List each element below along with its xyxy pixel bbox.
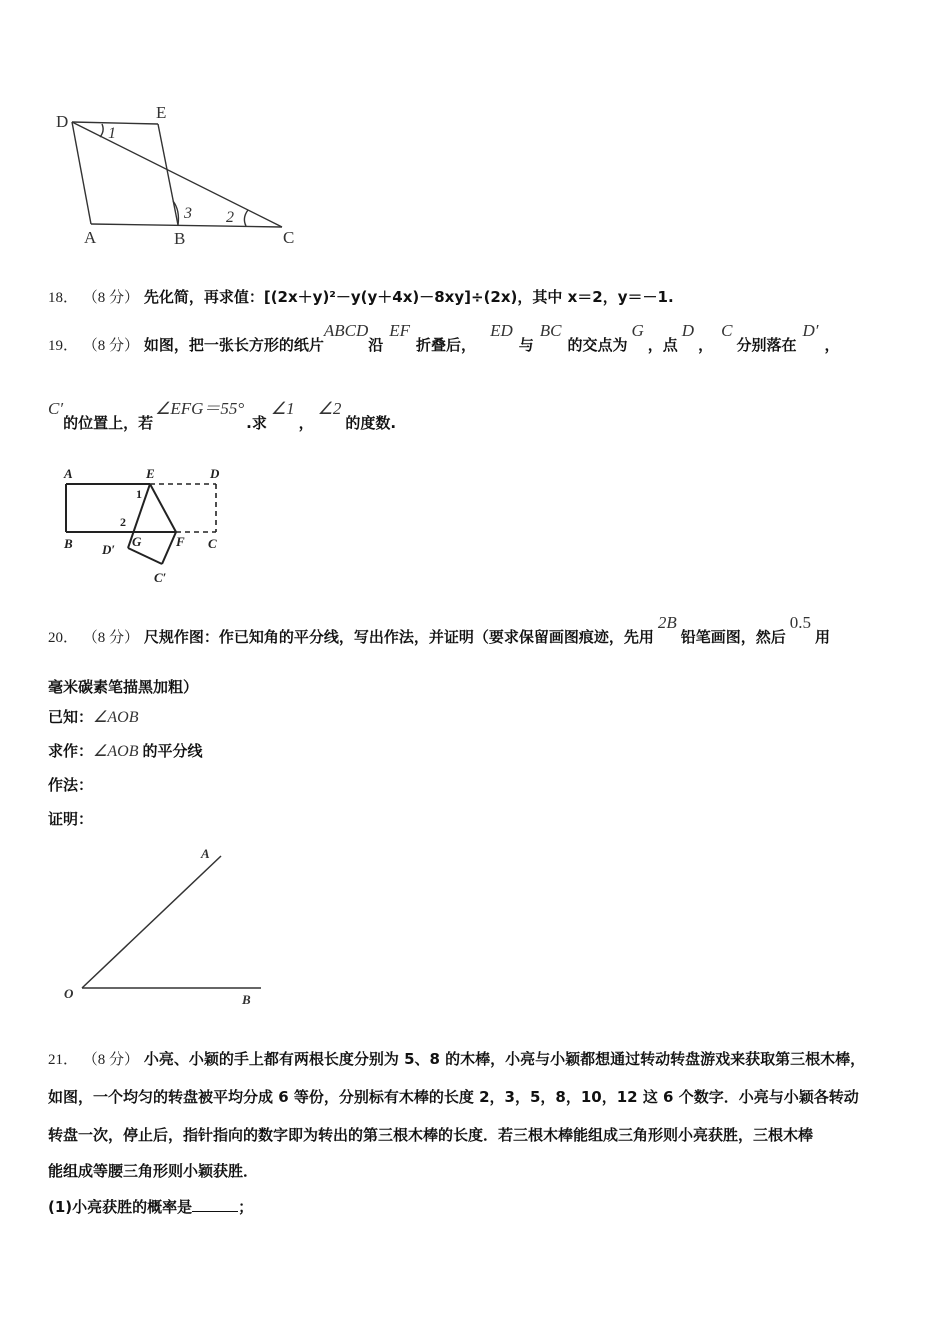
math-C: C <box>721 321 733 340</box>
question-18 <box>48 286 674 307</box>
question-number: 21． <box>48 1052 79 1068</box>
angle-arc-1 <box>100 124 103 137</box>
text-segment: 如图，把一张长方形的纸片 <box>143 336 324 354</box>
find-line <box>48 740 202 761</box>
text-segment: 用 <box>815 628 831 646</box>
segment-DA <box>72 122 91 224</box>
label-C: C <box>208 536 217 551</box>
question-21-line-1 <box>48 1048 865 1069</box>
segment-DE <box>72 122 158 124</box>
label-F: F <box>176 534 185 549</box>
label-E: E <box>146 466 155 481</box>
text-segment: 的度数. <box>345 414 397 432</box>
text-segment: ， <box>698 336 714 354</box>
label-A: A <box>84 228 97 247</box>
math-ED: ED <box>490 321 513 340</box>
question-20-line-2: 毫米碳素笔描黑加粗） <box>48 678 199 696</box>
text-segment: 分别落在 <box>736 336 797 354</box>
label-A: A <box>64 466 73 481</box>
text-segment: 的位置上，若 <box>63 414 154 432</box>
text-segment: 沿 <box>368 336 384 354</box>
label-C: C <box>283 228 295 247</box>
segment-AC <box>91 224 282 227</box>
text-segment: 折叠后， <box>416 336 477 354</box>
known-math: ∠AOB <box>93 709 139 726</box>
math-angle-1: ∠1 <box>270 399 295 418</box>
segment-EF-fold <box>150 484 176 532</box>
proof-label: 证明： <box>48 810 94 828</box>
label-B: B <box>174 229 186 248</box>
math-C-prime: C′ <box>48 399 64 418</box>
label-D: D <box>56 112 69 131</box>
label-angle-2: 2 <box>226 209 234 226</box>
math-0-5: 0.5 <box>789 613 812 632</box>
label-angle-3: 3 <box>184 205 192 222</box>
label-B: B <box>242 992 251 1007</box>
question-21-line-2: 如图，一个均匀的转盘被平均分成 6 等份，分别标有木棒的长度 2，3，5，8，10，12 这 6 个数字．小亮与小颖各转动 <box>48 1088 859 1106</box>
answer-blank[interactable] <box>192 1197 238 1212</box>
text-segment: 铅笔画图，然后 <box>680 628 786 646</box>
label-angle-1: 1 <box>108 125 116 142</box>
label-angle-2: 2 <box>120 515 126 529</box>
question-number: 20． <box>48 630 79 646</box>
figure-q19 <box>58 460 238 590</box>
label-B: B <box>64 536 73 551</box>
sub-question-text: (1)小亮获胜的概率是 <box>48 1198 193 1216</box>
text-segment: ，点 <box>647 336 678 354</box>
text-segment: 小亮、小颖的手上都有两根长度分别为 5、8 的木棒，小亮与小颖都想通过转动转盘游戏来获取第三根木棒， <box>143 1050 866 1068</box>
text-segment: 与 <box>518 336 534 354</box>
math-angle-EFG: ∠EFG＝55° <box>155 399 245 418</box>
text-segment: ， <box>824 336 840 354</box>
math-angle-2: ∠2 <box>317 399 342 418</box>
text-segment: 的交点为 <box>567 336 628 354</box>
math-BC: BC <box>539 321 562 340</box>
figure-q20 <box>58 842 278 1012</box>
text-segment: .求 <box>246 414 267 432</box>
label-D: D <box>210 466 220 481</box>
method-label: 作法： <box>48 776 94 794</box>
question-19-line-2 <box>48 394 396 434</box>
math-G: G <box>631 321 644 340</box>
question-21-line-4: 能组成等腰三角形则小颖获胜． <box>48 1162 259 1180</box>
label-angle-1: 1 <box>136 487 142 501</box>
math-D: D <box>681 321 695 340</box>
question-score: （8 分） <box>82 338 140 354</box>
figure-q17 <box>50 100 310 250</box>
segment-Cprime-F <box>162 532 176 564</box>
sub-question-1 <box>48 1196 253 1217</box>
question-number: 19． <box>48 338 79 354</box>
question-21-line-3: 转盘一次，停止后，指针指向的数字即为转出的第三根木棒的长度．若三根木棒能组成三角形则小亮获胜，三根木棒 <box>48 1126 814 1144</box>
math-EF: EF <box>389 321 411 340</box>
question-number: 18． <box>48 290 79 306</box>
question-score: （8 分） <box>82 290 140 306</box>
math-D-prime: D′ <box>802 321 819 340</box>
question-19-line-1 <box>48 320 839 360</box>
label-D-prime: D′ <box>102 542 116 557</box>
label-C-prime: C′ <box>154 570 167 585</box>
label-O: O <box>64 986 74 1001</box>
question-score: （8 分） <box>82 1052 140 1068</box>
question-text: 先化简，再求值：[(2x＋y)²－y(y＋4x)－8xy]÷(2x)，其中 x＝2，y＝－1. <box>143 288 674 306</box>
segment-EB <box>158 124 178 225</box>
sub-question-tail: ； <box>238 1198 254 1216</box>
ray-OA <box>82 856 221 988</box>
find-label: 求作： <box>48 742 94 760</box>
question-20-line-1 <box>48 612 830 652</box>
math-2B: 2B <box>657 613 677 632</box>
label-G: G <box>132 534 142 549</box>
label-A: A <box>201 846 210 861</box>
label-E: E <box>156 103 167 122</box>
question-score: （8 分） <box>82 630 140 646</box>
find-tail: 的平分线 <box>142 742 203 760</box>
angle-arc-2 <box>244 210 248 226</box>
segment-Dprime-Cprime <box>128 548 162 564</box>
text-segment: ， <box>298 414 314 432</box>
text-segment: 尺规作图：作已知角的平分线，写出作法，并证明（要求保留画图痕迹，先用 <box>143 628 654 646</box>
find-math: ∠AOB <box>93 743 139 760</box>
math-ABCD: ABCD <box>323 321 369 340</box>
known-label: 已知： <box>48 708 94 726</box>
known-line <box>48 706 138 727</box>
